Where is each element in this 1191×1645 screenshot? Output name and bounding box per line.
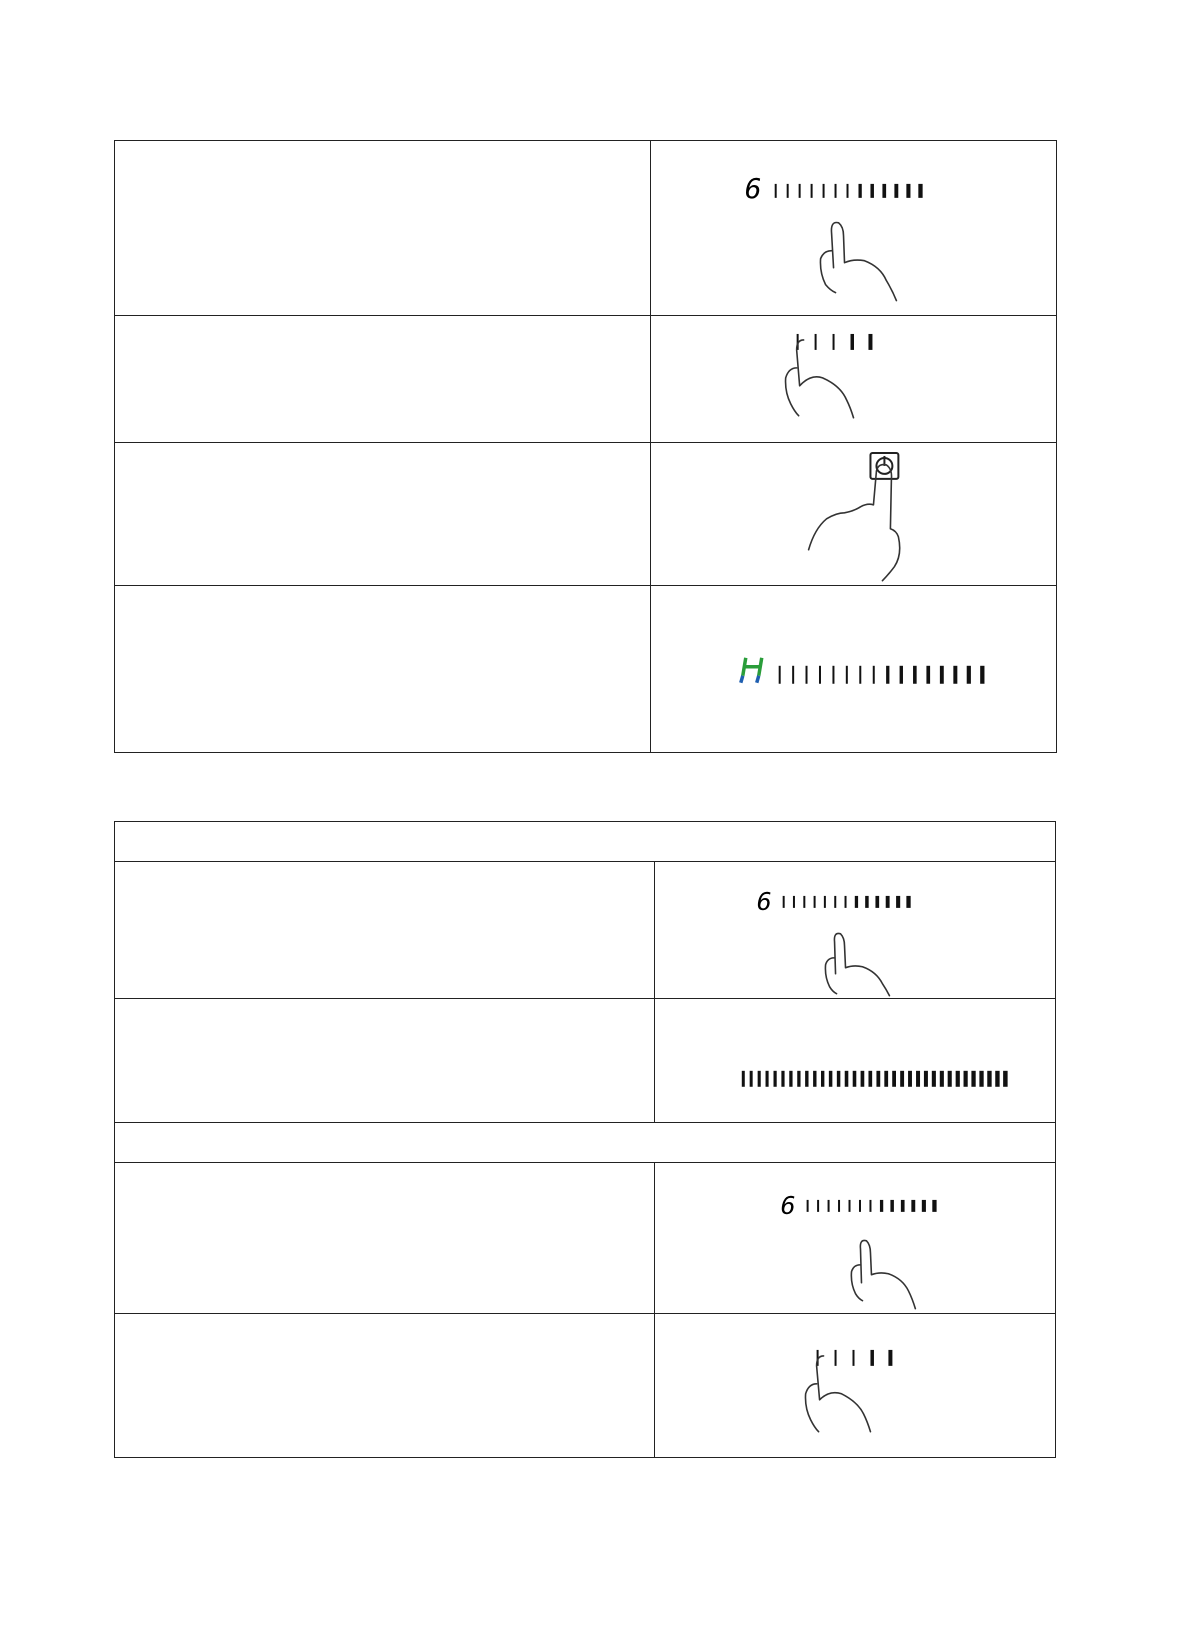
slider-segment <box>845 896 847 908</box>
slider-segment <box>964 1070 968 1086</box>
slider-segment <box>876 1070 880 1086</box>
slider-segment <box>792 666 794 684</box>
slider-segment <box>834 896 836 908</box>
table-row <box>115 443 1057 586</box>
slider-segment <box>828 1200 830 1212</box>
table-row <box>115 1163 1056 1314</box>
instruction-table-2 <box>114 821 1056 1458</box>
slider-segment <box>838 1200 840 1212</box>
slider-segment <box>811 184 813 198</box>
slider-segment <box>806 666 808 684</box>
slider-segment <box>926 666 930 684</box>
slider-segment <box>774 1070 777 1086</box>
slider-left-end-touch-icon <box>651 315 1057 443</box>
slider-segment <box>908 1070 912 1086</box>
slider-segment <box>775 184 777 198</box>
slider-segment <box>742 1070 745 1086</box>
section-header-row <box>115 822 1056 862</box>
slider-segment <box>781 1070 784 1086</box>
display-digit: 6 <box>756 886 772 916</box>
slider-segment <box>847 184 849 198</box>
slider-segment <box>859 666 861 684</box>
hand-icon <box>786 340 854 418</box>
slider-segment <box>940 1070 944 1086</box>
slider-segment <box>979 1070 983 1086</box>
slider-left-end-figure <box>651 316 1056 443</box>
power-button-figure <box>651 443 1056 585</box>
h-indicator-figure <box>651 586 1056 753</box>
instruction-text <box>115 585 651 753</box>
slider-segment <box>793 896 795 908</box>
slider-segment <box>855 896 858 908</box>
table-row <box>115 141 1057 316</box>
slider-segment <box>846 666 848 684</box>
display-digit: H <box>739 680 741 682</box>
hand-icon <box>851 1241 915 1309</box>
slider-segment <box>803 896 805 908</box>
slider-segment <box>932 1200 936 1212</box>
slider-segment <box>922 1200 926 1212</box>
slider-touch-icon <box>651 141 1057 316</box>
slider-segment <box>868 1070 872 1086</box>
slider-segment <box>924 1070 928 1086</box>
slider-segment <box>918 184 922 198</box>
slider-segment <box>932 1070 936 1086</box>
power-level-slider <box>807 1200 937 1212</box>
slider-segment <box>880 1200 883 1212</box>
slider-segment <box>916 1070 920 1086</box>
slider-segment <box>815 334 817 350</box>
slider-segment <box>1003 1070 1007 1086</box>
slider-touch-figure <box>655 862 1055 998</box>
power-level-slider <box>817 1350 893 1366</box>
slider-touch-figure <box>655 1163 1055 1313</box>
slider-segment <box>882 184 886 198</box>
instruction-text <box>115 141 651 316</box>
slider-segment <box>911 1200 915 1212</box>
power-level-slider <box>742 1070 1008 1086</box>
slider-left-end-figure <box>655 1314 1055 1457</box>
slider-segment <box>750 1070 753 1086</box>
slider-segment <box>799 184 801 198</box>
slider-segment <box>853 1350 855 1366</box>
slider-segment <box>824 896 826 908</box>
slider-segment <box>948 1070 952 1086</box>
slider-segment <box>870 1350 873 1366</box>
slider-segment <box>906 896 910 908</box>
slider-segment <box>892 1070 896 1086</box>
slider-segment <box>865 896 868 908</box>
slider-segment <box>797 1070 800 1086</box>
power-level-slider <box>775 184 923 198</box>
table-row <box>115 1313 1056 1457</box>
slider-segment <box>971 1070 975 1086</box>
hand-icon <box>825 933 889 995</box>
slider-segment <box>851 334 854 350</box>
instruction-text <box>115 862 655 999</box>
table-row <box>115 315 1057 443</box>
slider-segment <box>813 1070 816 1086</box>
slider-segment <box>870 184 873 198</box>
power-level-slider <box>783 896 911 908</box>
slider-full-bar-icon <box>655 998 1056 1123</box>
power-level-slider <box>779 666 985 684</box>
slider-segment <box>849 1200 851 1212</box>
slider-segment <box>835 184 837 198</box>
slider-segment <box>783 896 785 908</box>
slider-segment <box>758 1070 761 1086</box>
slider-segment <box>859 1200 861 1212</box>
instruction-text <box>115 443 651 586</box>
slider-segment <box>805 1070 808 1086</box>
slider-segment <box>779 666 781 684</box>
slider-segment <box>894 184 898 198</box>
slider-touch-icon <box>655 862 1056 999</box>
display-h-indicator-icon <box>651 585 1057 753</box>
slider-segment <box>819 666 821 684</box>
slider-left-end-touch-icon <box>655 1313 1056 1457</box>
section-header-row <box>115 1123 1056 1163</box>
slider-segment <box>956 1070 960 1086</box>
slider-segment <box>829 1070 832 1086</box>
slider-full-bar-figure <box>655 999 1055 1123</box>
instruction-table-1 <box>114 140 1057 753</box>
instruction-text <box>115 998 655 1123</box>
slider-segment <box>873 666 875 684</box>
slider-segment <box>766 1070 769 1086</box>
slider-segment <box>869 1200 871 1212</box>
slider-segment <box>940 666 944 684</box>
slider-segment <box>995 1070 999 1086</box>
power-level-slider <box>797 334 873 350</box>
slider-segment <box>888 1350 892 1366</box>
slider-segment <box>823 184 825 198</box>
slider-segment <box>821 1070 824 1086</box>
slider-segment <box>901 1200 905 1212</box>
instruction-text <box>115 1163 655 1314</box>
slider-segment <box>832 666 834 684</box>
display-digit-h <box>740 658 762 683</box>
slider-segment <box>980 666 984 684</box>
slider-segment <box>896 896 900 908</box>
slider-segment <box>987 1070 991 1086</box>
slider-segment <box>886 666 889 684</box>
slider-segment <box>868 334 872 350</box>
display-digit: 6 <box>744 171 762 205</box>
section-header <box>115 822 1056 862</box>
slider-segment <box>814 896 816 908</box>
slider-segment <box>845 1070 849 1086</box>
slider-segment <box>900 666 903 684</box>
slider-segment <box>807 1200 809 1212</box>
slider-touch-figure <box>651 141 1056 315</box>
instruction-text <box>115 1313 655 1457</box>
slider-segment <box>861 1070 865 1086</box>
slider-segment <box>787 184 789 198</box>
slider-segment <box>884 1070 888 1086</box>
slider-segment <box>853 1070 857 1086</box>
slider-segment <box>875 896 879 908</box>
section-header <box>115 1123 1056 1163</box>
instruction-text <box>115 315 651 443</box>
hand-icon <box>809 465 900 581</box>
slider-segment <box>886 896 890 908</box>
table-row <box>115 585 1057 753</box>
display-digit: 6 <box>780 1191 796 1221</box>
slider-segment <box>913 666 917 684</box>
slider-segment <box>967 666 971 684</box>
slider-segment <box>906 184 910 198</box>
slider-segment <box>900 1070 904 1086</box>
slider-touch-icon <box>655 1163 1056 1314</box>
slider-segment <box>837 1070 840 1086</box>
table-row <box>115 862 1056 999</box>
slider-segment <box>835 1350 837 1366</box>
slider-segment <box>833 334 835 350</box>
hand-icon <box>820 223 896 301</box>
slider-segment <box>817 1200 819 1212</box>
hand-icon <box>805 1356 870 1432</box>
table-row <box>115 998 1056 1123</box>
slider-segment <box>789 1070 792 1086</box>
slider-segment <box>953 666 957 684</box>
slider-segment <box>858 184 861 198</box>
power-button-press-icon <box>651 443 1057 586</box>
slider-segment <box>890 1200 893 1212</box>
